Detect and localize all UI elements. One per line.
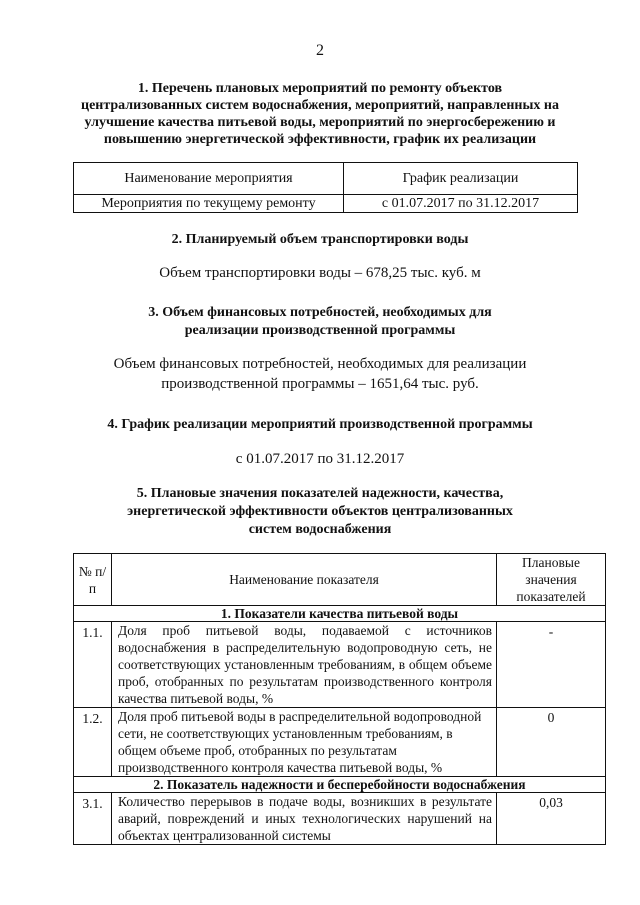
table-row	[74, 195, 578, 213]
activity-cell: Мероприятия по текущему ремонту	[74, 195, 344, 213]
section5-heading-line: систем водоснабжения	[248, 522, 392, 537]
group-title: 2. Показатель надежности и бесперебойности водоснабжения	[74, 777, 606, 793]
indicators-table	[73, 553, 606, 845]
table-group-row	[74, 777, 606, 793]
transport-volume-text: Объем транспортировки воды – 678,25 тыс. куб. м	[159, 265, 481, 281]
table-row	[74, 622, 606, 708]
activities-table	[73, 162, 578, 213]
section2-heading: 2. Планируемый объем транспортировки воды	[171, 232, 469, 247]
section3-heading-line: реализации производственной программы	[184, 323, 456, 338]
section5-heading-line: 5. Плановые значения показателей надежности, качества,	[136, 486, 504, 501]
section1-heading-line: улучшение качества питьевой воды, мероприятий по энергосбережению и	[84, 115, 556, 130]
row-number: 1.2.	[74, 708, 112, 777]
schedule-text: с 01.07.2017 по 31.12.2017	[235, 451, 405, 467]
header-cell-indicator: Наименование показателя	[112, 554, 497, 606]
header-cell-schedule: График реализации	[344, 163, 578, 195]
indicator-name: Доля проб питьевой воды в распределительной водопроводной сети, не соответствующих установленным требованиям, в общем объеме проб, отобранных по результатам производственного контроля качества питьевой воды, %	[112, 708, 497, 777]
table-row	[74, 708, 606, 777]
row-number: 1.1.	[74, 622, 112, 708]
indicator-value: -	[497, 622, 606, 708]
finance-text-line: Объем финансовых потребностей, необходимых для реализации	[113, 356, 527, 372]
section1-heading-line: повышению энергетической эффективности, график их реализации	[103, 132, 537, 147]
header-cell-value: Плановые значения показателей	[497, 554, 606, 606]
schedule-cell: с 01.07.2017 по 31.12.2017	[344, 195, 578, 213]
finance-text	[0, 354, 640, 394]
section3-heading-line: 3. Объем финансовых потребностей, необходимых для	[148, 305, 492, 320]
group-title: 1. Показатели качества питьевой воды	[74, 606, 606, 622]
indicator-name: Количество перерывов в подаче воды, возникших в результате аварий, повреждений и иных технологических нарушений на объектах централизованной системы	[112, 793, 497, 845]
page-number: 2	[316, 42, 324, 59]
section5-heading	[0, 485, 640, 539]
row-number: 3.1.	[74, 793, 112, 845]
section1-heading	[0, 80, 640, 148]
section1-heading-line: 1. Перечень плановых мероприятий по ремонту объектов	[137, 81, 503, 96]
indicator-value: 0	[497, 708, 606, 777]
section5-heading-line: энергетической эффективности объектов централизованных	[127, 504, 513, 519]
header-cell-activity: Наименование мероприятия	[74, 163, 344, 195]
finance-text-line: производственной программы – 1651,64 тыс. руб.	[161, 376, 479, 392]
table-header-row	[74, 554, 606, 606]
table-group-row	[74, 606, 606, 622]
table-row	[74, 793, 606, 845]
section4-heading: 4. График реализации мероприятий производственной программы	[107, 417, 533, 432]
section3-heading	[0, 304, 640, 340]
indicator-name: Доля проб питьевой воды, подаваемой с источников водоснабжения в распределительную водопроводную сеть, не соответствующих установленным требованиям, в общем объеме проб, отобранных по результатам производственного контроля качества питьевой воды, %	[112, 622, 497, 708]
table-header-row	[74, 163, 578, 195]
header-cell-number: № п/п	[74, 554, 112, 606]
section1-heading-line: централизованных систем водоснабжения, мероприятий, направленных на	[81, 98, 559, 113]
indicator-value: 0,03	[497, 793, 606, 845]
